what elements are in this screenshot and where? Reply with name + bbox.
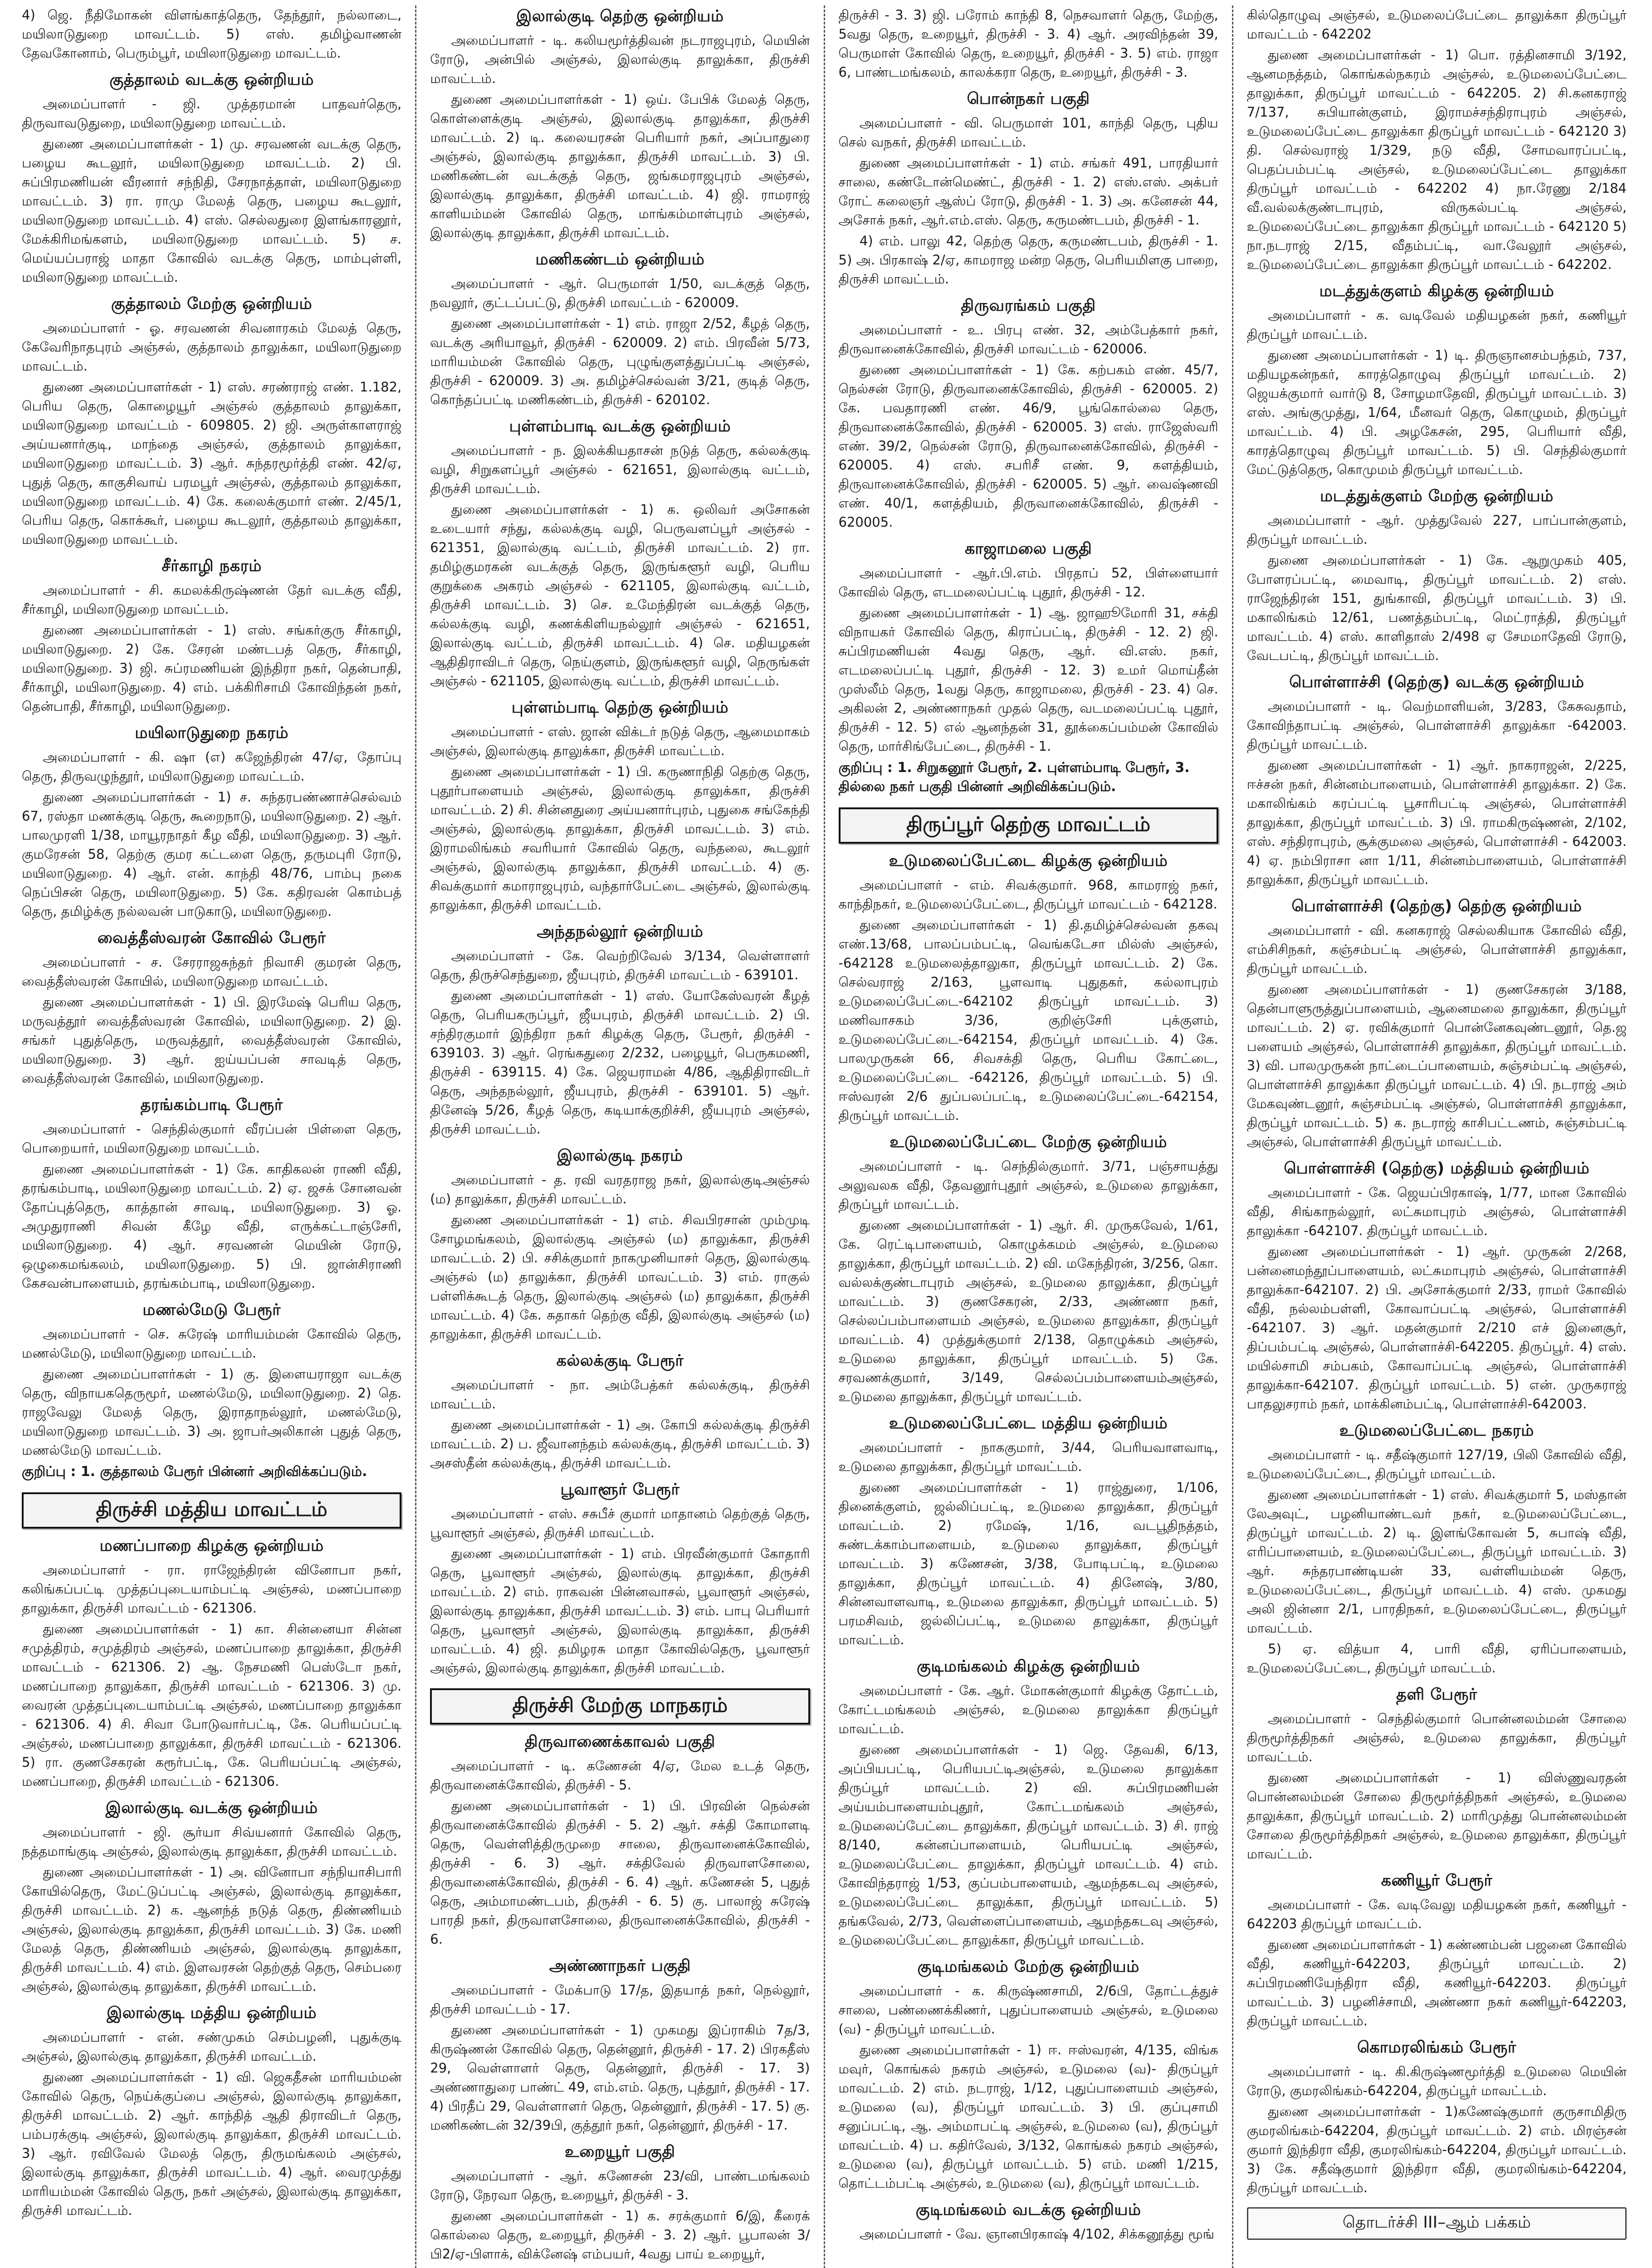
listing-paragraph: அமைப்பாளர் - மேக்பாடு 17/த, இதயாத் நகர், நெல்லூர், திருச்சி மாவட்டம் - 17. bbox=[430, 1982, 810, 2017]
district-banner: திருச்சி மேற்கு மாநகரம் bbox=[430, 1688, 810, 1725]
section-heading: அண்ணாநகர் பகுதி bbox=[549, 1957, 691, 1975]
listing-paragraph: அமைப்பாளர் - என். சண்முகம் செம்பழனி, புதுக்குடி அஞ்சல், இலால்குடி தாலுக்கா, திருச்சி மாவட்டம். bbox=[22, 2029, 402, 2064]
listing-paragraph: துணை அமைப்பாளர்கள் - 1)கணேஷ்குமார் குருசாமிதிரு குமரலிங்கம்-642204, திருப்பூர் மாவட்டம். 2) எம். மிரஞ்சன் குமார் இந்திரா வீதி, குமரலிங்கம்-642204, திருப்பூர் மாவட்டம். 3) கே. சதீஷ்குமார் இந்திரா வீதி, குமரலிங்கம்-642204, திருப்பூர் மாவட்டம். bbox=[1246, 2104, 1627, 2195]
section-heading: பொள்ளாச்சி (தெற்கு) வடக்கு ஒன்றியம் bbox=[1289, 673, 1584, 691]
listing-paragraph: துணை அமைப்பாளர்கள் - 1) ஆர். சி. முருகவேல், 1/61, கே. ரெட்டிபாளையம், கொழுக்கமம் அஞ்சல், உடுமலை தாலுக்கா, திருப்பூர் மாவட்டம். 2) வி. மகேந்திரன், 3/256, கொ. வல்லக்குண்டாபுரம் அஞ்சல், உடுமலை தாலுக்கா, திருப்பூர் மாவட்டம். 3) குணசேகரன், 2/33, அண்ணா நகர், செல்லப்பம்பாளையம் அஞ்சல், உடுமலை தாலுக்கா, திருப்பூர் மாவட்டம். 4) முத்துக்குமார் 2/138, தொழுக்கம் அஞ்சல், உடுமலை தாலுக்கா, திருப்பூர் மாவட்டம். 5) கே. சரவணக்குமார், 3/149, செல்லப்பம்பாளையம்அஞ்சல், உடுமலை தாலுக்கா, திருப்பூர் மாவட்டம். bbox=[838, 1217, 1218, 1404]
listing-paragraph: அமைப்பாளர் - செந்தில்குமார் வீரப்பன் பிள்ளை தெரு, பொறையார், மயிலாடுதுறை மாவட்டம். bbox=[22, 1121, 402, 1156]
district-banner: திருச்சி மத்திய மாவட்டம் bbox=[22, 1492, 401, 1529]
section-heading: உடுமலைப்பேட்டை நகரம் bbox=[1339, 1422, 1534, 1440]
listing-paragraph: அமைப்பாளர் - எம். சிவக்குமார். 968, காமராஜ் நகர், காந்திநகர், உடுமலைப்பேட்டை, திருப்பூர் மாவட்டம் - 642128. bbox=[838, 877, 1218, 912]
section-heading: புள்ளம்பாடி வடக்கு ஒன்றியம் bbox=[509, 417, 731, 435]
listing-paragraph: துணை அமைப்பாளர்கள் - 1) அ. கோபி கல்லக்குடி திருச்சி மாவட்டம். 2) ப. ஜீவானந்தம் கல்லக்குடி, திருச்சி மாவட்டம். 3) அசஸ்தீன் கல்லக்குடி, திருச்சி மாவட்டம். bbox=[430, 1417, 810, 1471]
listing-paragraph: அமைப்பாளர் - கி. ஷா (எ) கஜேந்திரன் 47/ஏ, தோப்பு தெரு, திருவழுந்தூர், மயிலாடுதுறை மாவட்டம். bbox=[22, 749, 402, 784]
listing-paragraph: அமைப்பாளர் - ஆர்.பி.எம். பிரதாப் 52, பிள்ளையார் கோவில் தெரு, எடமலைப்பட்டி புதூர், திருச்சி - 12. bbox=[838, 565, 1218, 600]
section-heading: தளி பேரூர் bbox=[1396, 1686, 1477, 1704]
listing-paragraph: அமைப்பாளர் - டி. வெற்மாளியன், 3/283, கேசுவதாம், கோவிந்தாபட்டி அஞ்சல், பொள்ளாச்சி தாலுக்கா -642003. திருப்பூர் மாவட்டம். bbox=[1246, 699, 1627, 752]
section-heading: குடிமங்கலம் வடக்கு ஒன்றியம் bbox=[915, 2201, 1141, 2219]
section-heading: குடிமங்கலம் மேற்கு ஒன்றியம் bbox=[917, 1958, 1139, 1976]
listing-paragraph: துணை அமைப்பாளர்கள் - 1) தி.தமிழ்ச்செல்வன் தகவு எண்.13/68, பாலப்பம்பட்டி, வெங்கடேசா மில்ஸ் அஞ்சல், -642128 உடுமலைத்தாலுகா, திருப்பூர் மாவட்டம். 2) கே. செல்வராஜ் 2/163, பூளவாடி புதுதகர், கல்லாபுரம் உடுமலைப்பேட்டை-642102 திருப்பூர் மாவட்டம். 3) மணிவாசகம் 3/36, குறிஞ்சேரி புக்குளம், உடுமலைப்பேட்டை-642154, திருப்பூர் மாவட்டம். 4) கே. பாலமுருகன் 66, சிவசக்தி தெரு, பெரிய கோட்டை, உடுமலைப்பேட்டை -642126, திருப்பூர் மாவட்டம். 5) பி. ஈஸ்வரன் 2/6 துப்பலப்பட்டி, உடுமலைப்பேட்டை-642154, திருப்பூர் மாவட்டம். bbox=[838, 917, 1218, 1123]
section-heading: மணிகண்டம் ஒன்றியம் bbox=[535, 250, 705, 269]
listing-paragraph: துணை அமைப்பாளர்கள் - 1) பி. இரமேஷ் பெரிய தெரு, மருவத்தூர் வைத்தீஸ்வரன் கோவில், மயிலாடுதுறை. 2) இ. சங்கர் புதுத்தெரு, மருவத்தூர், வைத்தீஸ்வரன் கோவில், மயிலாடுதுறை. 3) ஆர். ஐய்யப்பன் சாவடித் தெரு, வைத்தீஸ்வரன் கோவில், மயிலாடுதுறை. bbox=[22, 994, 402, 1086]
listing-paragraph: துணை அமைப்பாளர்கள் - 1) எம். ராஜா 2/52, கீழத் தெரு, வடக்கு அரியாவூர், திருச்சி - 620009. 2) எம். பிரவீன் 5/73, மாரியம்மன் கோவில் தெரு, புழுங்குளத்துப்பட்டி அஞ்சல், திருச்சி - 620009. 3) அ. தமிழ்ச்செல்வன் 3/21, குடித் தெரு, கொந்தப்பட்டி மணிகண்டம், திருச்சி - 620102. bbox=[430, 316, 810, 407]
listing-paragraph: துணை அமைப்பாளர்கள் - 1) ஈ. ஈஸ்வரன், 4/135, விங்க மவுர், கொங்கல் நகரம் அஞ்சல், உடுமலை (வ)- திருப்பூர் மாவட்டம். 2) எம். நடராஜ், 1/12, புதுப்பாளையம் அஞ்சல், உடுமலை (வ), திருப்பூர் மாவட்டம். 3) பி. குப்புசாமி சனுப்பட்டி, ஆ. அம்மாபட்டி அஞ்சல், உடுமலை (வ), திருப்பூர் மாவட்டம். 4) ப. கதிர்வேல், 3/132, கொங்கல் நகரம் அஞ்சல், உடுமலை (வ), திருப்பூர் மாவட்டம். 5) எம். மணி 1/215, தொட்டம்பட்டி அஞ்சல், உடுமலை (வ), திருப்பூர் மாவட்டம். bbox=[838, 2042, 1218, 2191]
section-heading: உடுமலைப்பேட்டை மேற்கு ஒன்றியம் bbox=[890, 1133, 1167, 1151]
listing-paragraph: அமைப்பாளர் - நா. அம்பேத்கர் கல்லக்குடி, திருச்சி மாவட்டம். bbox=[430, 1377, 810, 1412]
listing-paragraph: துணை அமைப்பாளர்கள் - 1) எம். சங்கர் 491, பாரதியார் சாலை, கண்டோன்மெண்ட், திருச்சி - 1. 2) எஸ்.எஸ். அக்பர் ரோட் கலைஞர் ஆஸ்ப் ரோடு, திருச்சி - 1. 3) அ. கனேசன் 44, அசோக் நகர், ஆர்.எம்.எஸ். தெரு, கருமண்டபம், திருச்சி - 1. bbox=[838, 155, 1218, 228]
listing-paragraph: துணை அமைப்பாளர்கள் - 1) குணசேகரன் 3/188, தென்பாளுருத்துப்பாளையம், ஆனைமலை தாலுக்கா, திருப்பூர் மாவட்டம். 2) ஏ. ரவிக்குமார் பொன்னேகவுண்டனூர், தெ.ஜ பளையம் அஞ்சல், பொள்ளாச்சி தாலுக்கா, திருப்பூர் மாவட்டம். 3) வி. பாலமுருகன் நாட்டைப்பாளையம், சுஞ்சம்பட்டி அஞ்சல், பொள்ளாச்சி தாலுக்கா திருப்பூர் மாவட்டம். 4) பி. நடராஜ் அம் மேகவுண்டனூர், சுஞ்சம்பட்டி அஞ்சல், பொள்ளாச்சி தாலுக்கா, திருப்பூர் மாவட்டம். 5) க. நடராஜ் காசிபட்டணம், சுஞ்சம்பட்டி அஞ்சல், பொள்ளாச்சி திருப்பூர் மாவட்டம். bbox=[1246, 982, 1627, 1149]
listing-paragraph: துணை அமைப்பாளர்கள் - 1) கு. இளையராஜா வடக்கு தெரு, விநாயகதெருமூர், மணல்மேடு, மயிலாடுதுறை. 2) தெ. ராஜவேலு மேலத் தெரு, இராதாநல்லூர், மணல்மேடு, மயிலாடுதுறை மாவட்டம். 3) அ. ஜாபர்அலிகான் புதுத் தெரு, மணல்மேடு மாவட்டம். bbox=[22, 1366, 402, 1458]
listing-paragraph: அமைப்பாளர் - சி. கமலக்கிருஷ்ணன் தேர் வடக்கு வீதி, சீர்காழி, மயிலாடுதுறை மாவட்டம். bbox=[22, 582, 402, 617]
listing-paragraph: அமைப்பாளர் - கே. வெற்றிவேல் 3/134, வெள்ளாளர் தெரு, திருச்செந்துறை, ஜீயபுரம், திருச்சி மாவட்டம் - 639101. bbox=[430, 948, 810, 982]
section-heading: குத்தாலம் மேற்கு ஒன்றியம் bbox=[111, 295, 313, 313]
listing-paragraph: அமைப்பாளர் - நாககுமார், 3/44, பெரியவாளவாடி, உடுமலை தாலுக்கா, திருப்பூர் மாவட்டம். bbox=[838, 1440, 1218, 1474]
column-3 bbox=[824, 5, 1232, 2268]
section-heading: கொமரலிங்கம் பேரூர் bbox=[1357, 2038, 1516, 2057]
listing-paragraph: அமைப்பாளர் - த. ரவி வரதராஜ நகர், இலால்குடிஅஞ்சல் (ம) தாலுக்கா, திருச்சி மாவட்டம். bbox=[430, 1172, 810, 1207]
section-heading: இலால்குடி தெற்கு ஒன்றியம் bbox=[516, 7, 724, 25]
section-heading: இலால்குடி வடக்கு ஒன்றியம் bbox=[105, 1799, 318, 1817]
listing-paragraph: துணை அமைப்பாளர்கள் - 1) எஸ். யோகேஸ்வரன் கீழத் தெரு, பெரியகருப்பூர், ஜீயபுரம், திருச்சி மாவட்டம். 2) பி. சந்திரகுமார் இந்திரா நகர் கிழக்கு தெரு, பேரூர், திருச்சி - 639103. 3) ஆர். ரெங்கதுரை 2/232, பழையூர், பெருகமணி, திருச்சி - 639115. 4) கே. ஜெயராமன் 4/86, ஆதிதிராவிடர் தெரு, அந்தநல்லூர், ஜீயபுரம், திருச்சி - 639101. 5) ஆர். தினேஷ் 5/26, கீழத் தெரு, கடியாக்குறிச்சி, ஜீயபுரம் அஞ்சல், திருச்சி மாவட்டம். bbox=[430, 988, 810, 1137]
listing-paragraph: அமைப்பாளர் - ஜி. சூர்யா சிவ்யனார் கோவில் தெரு, நத்தமாங்குடி அஞ்சல், இலால்குடி தாலுக்கா, திருச்சி மாவட்டம். bbox=[22, 1824, 402, 1859]
listing-paragraph: துணை அமைப்பாளர்கள் - 1) கே. கற்பகம் எண். 45/7, நெல்சன் ரோடு, திருவானைக்கோவில், திருச்சி - 620005. 2) கே. பவதாரணி எண். 46/9, பூங்கொல்லை தெரு, திருவானைக்கோவில், திருச்சி - 620005. 3) எஸ். ராஜேஸ்வரி எண். 39/2, நெல்சன் ரோடு, திருவானைக்கோவில், திருச்சி - 620005. 4) எஸ். சபரிசீ எண். 9, களத்தியம், திருவானைக்கோவில், திருச்சி - 620005. 5) ஆர். வைஷ்ணவி எண். 40/1, களத்தியம், திருவானைக்கோவில், திருச்சி - 620005. bbox=[838, 362, 1218, 530]
listing-paragraph: துணை அமைப்பாளர்கள் - 1) எம். சிவபிரசான் மும்முடி சோழமங்கலம், இலால்குடி அஞ்சல் (ம) தாலுக்கா, திருச்சி மாவட்டம். 2) பி. சசிக்குமார் நாகமுனியாசர் தெரு, இலால்குடி அஞ்சல் (ம) தாலுக்கா, திருச்சி மாவட்டம். 3) எம். ராகுல் பள்ளிக்கூடத் தெரு, இலால்குடி அஞ்சல் (ம) தாலுக்கா, திருச்சி மாவட்டம். 4) கே. சுதாகர் தெற்கு வீதி, இலால்குடி அஞ்சல் (ம) தாலுக்கா, திருச்சி மாவட்டம். bbox=[430, 1212, 810, 1342]
listing-paragraph: துணை அமைப்பாளர்கள் - 1) கே. ஆறுமுகம் 405, போளரப்பட்டி, மைவாடி, திருப்பூர் மாவட்டம். 2) எஸ். ராஜேந்திரன் 151, துங்காவி, திருப்பூர் மாவட்டம். 3) பி. மகாலிங்கம் 12/61, பணத்தம்பட்டி, மெட்ராத்தி, திருப்பூர் மாவட்டம். 4) எஸ். காளிதாஸ் 2/498 ஏ சேமமாதேவி ரோடு, வேடபட்டி, திருப்பூர் மாவட்டம். bbox=[1246, 552, 1627, 663]
listing-paragraph: துணை அமைப்பாளர்கள் - 1) டி. திருஞானசம்பந்தம், 737, மதியழகன்நகர், காரத்தொழுவு திருப்பூர் மாவட்டம். 2) ஜெயக்குமார் வார்டு 8, சோழமாதேவி, திருப்பூர் மாவட்டம். 3) எஸ். அங்குமுத்து, 1/64, மீனவர் தெரு, கொழுமம், திருப்பூர் மாவட்டம். 4) பி. அழகேசன், 295, பெரியார் வீதி, காரத்தொழுவு திருப்பூர் மாவட்டம். 5) பி. செந்தில்குமார் மேட்டுத்தெரு, கொமுமம் திருப்பூர் மாவட்டம். bbox=[1246, 347, 1627, 477]
section-heading: திருவாணைக்காவல் பகுதி bbox=[524, 1733, 715, 1751]
listing-paragraph: அமைப்பாளர் - செ. சுரேஷ் மாரியம்மன் கோவில் தெரு, மணல்மேடு, மயிலாடுதுறை மாவட்டம். bbox=[22, 1326, 402, 1361]
section-heading: இலால்குடி மத்திய ஒன்றியம் bbox=[107, 2004, 317, 2022]
listing-paragraph: துணை அமைப்பாளர்கள் - 1) கண்ணம்பன் பஜனை கோவில் வீதி, கணியூர்-642203, திருப்பூர் மாவட்டம். 2) சுப்பிரமணியேந்திரா வீதி, கணியூர்-642203. திருப்பூர் மாவட்டம். 3) பழனிச்சாமி, அண்ணா நகர் கணியூர்-642203, திருப்பூர் மாவட்டம். bbox=[1246, 1937, 1627, 2028]
listing-paragraph: அமைப்பாளர் - ஆர். கணேசன் 23/வி, பாண்டமங்கலம் ரோடு, நேரவா தெரு, உறையூர், திருச்சி - 3. bbox=[430, 2168, 810, 2203]
listing-paragraph: துணை அமைப்பாளர்கள் - 1) முகமது இப்ராகிம் 7த/3, கிருஷ்ணன் கோவில் தெரு, தென்னூர், திருச்சி - 17. 2) பிரகதீஸ் 29, வெள்ளாளர் தெரு, தென்னூர், திருச்சி - 17. 3) அண்ணாதுரை பாண்ட் 49, எம்.எம். தெரு, புத்தூர், திருச்சி - 17. 4) பிரதீப் 29, வெள்ளாளர் தெரு, தென்னூர், திருச்சி - 17. 5) கு. மணிகண்டன் 32/39பி, குத்தூர் நகர், தென்னூர், திருச்சி - 17. bbox=[430, 2022, 810, 2133]
note-text: குறிப்பு : 1. குத்தாலம் பேரூர் பின்னர் அறிவிக்கப்படும். bbox=[22, 1464, 367, 1480]
section-heading: வைத்தீஸ்வரன் கோவில் பேரூர் bbox=[97, 929, 326, 947]
listing-paragraph: அமைப்பாளர் - கே. வடிவேலு மதியழகன் நகர், கணியூர் - 642203 திருப்பூர் மாவட்டம். bbox=[1246, 1897, 1627, 1931]
listing-paragraph: 4) எம். பாலு 42, தெற்கு தெரு, கருமண்டபம், திருச்சி - 1. 5) அ. பிரகாஷ் 2/ஏ, காமராஜ மன்ற தெரு, பெரியமிளகு பாறை, திருச்சி மாவட்டம். bbox=[838, 233, 1218, 287]
listing-paragraph: அமைப்பாளர் - டி. செந்தில்குமார். 3/71, பஞ்சாயத்து அலுவலக வீதி, தேவனூர்புதூர் அஞ்சல், உடுமலை தாலுக்கா, திருப்பூர் மாவட்டம். bbox=[838, 1158, 1218, 1212]
listing-paragraph: அமைப்பாளர் - வே. ஞானபிரகாஷ் 4/102, சிக்கனூத்து மூங் bbox=[859, 2226, 1214, 2242]
section-heading: பொள்ளாச்சி (தெற்கு) தெற்கு ஒன்றியம் bbox=[1291, 897, 1582, 915]
listing-paragraph: துணை அமைப்பாளர்கள் - 1) பொ. ரத்தினசாமி 3/192, ஆனமநத்தம், கொங்கல்நகரம் அஞ்சல், உடுமலைப்பேட்டை தாலுக்கா, திருப்பூர் மாவட்டம் - 642205. 2) சி.கனகராஜ் 7/137, சுபியான்குளம், இராமச்சந்திராபுரம் அஞ்சல், உடுமலைப்பேட்டை தாலுக்கா திருப்பூர் மாவட்டம் - 642120 3) தி. செல்வராஜ் 1/329, நடு வீதி, சோமவாரப்பட்டி, பெதப்பம்பட்டி அஞ்சல், உடுமலைப்பேட்டை தாலுக்கா திருப்பூர் மாவட்டம் - 642202 4) நா.ரேணு 2/184 வீ.வல்லக்குண்டாபுரம், விருகல்பட்டி அஞ்சல், உடுமலைப்பேட்டை தாலுக்கா திருப்பூர் மாவட்டம் - 642120 5) நா.நடராஜ் 2/15, வீதம்பட்டி, வா.வேலூர் அஞ்சல், உடுமலைப்பேட்டை தாலுக்கா திருப்பூர் மாவட்டம் - 642202. bbox=[1246, 47, 1627, 272]
listing-paragraph: அமைப்பாளர் - வி. கனகராஜ் செல்லகியாக கோவில் வீதி, எம்சிசிநகர், கஞ்சம்பட்டி அஞ்சல், பொள்ளாச்சி தாலுக்கா, திருப்பூர் மாவட்டம். bbox=[1246, 923, 1627, 976]
listing-paragraph: அமைப்பாளர் - கே. ஆர். மோகன்குமார் கிழக்கு தோட்டம், கோட்டமங்கலம் அஞ்சல், உடுமலை தாலுக்கா திருப்பூர் மாவட்டம். bbox=[838, 1683, 1218, 1736]
listing-paragraph: துணை அமைப்பாளர்கள் - 1) ராஜ்துரை, 1/106, தினைக்குளம், ஜல்லிப்பட்டி, உடுமலை தாலுக்கா, திருப்பூர் மாவட்டம். 2) ரமேஷ், 1/16, வடபூதிநத்தம், சுண்டக்காம்பாளையம், உடுமலை தாலுக்கா, திருப்பூர் மாவட்டம். 3) கணேசன், 3/38, போடிபட்டி, உடுமலை தாலுக்கா, திருப்பூர் மாவட்டம். 4) தினேஷ், 3/80, சின்னவாளவாடி, உடுமலை தாலுக்கா, திருப்பூர் மாவட்டம். 5) பரமசிவம், ஜல்லிப்பட்டி, உடுமலை தாலுக்கா, திருப்பூர் மாவட்டம். bbox=[838, 1480, 1218, 1647]
listing-paragraph: திருச்சி - 3. 3) ஜி. பரோம் காந்தி 8, நெசவாளர் தெரு, மேற்கு, 5வது தெரு, உறையூர், திருச்சி - 3. 4) ஆர். அரவிந்தன் 39, பெருமாள் கோவில் தெரு, உறையூர், திருச்சி - 3. 5) எம். ராஜா 6, பாண்டமங்கலம், காலக்கரா தெரு, உறையூர், திருச்சி - 3. bbox=[838, 7, 1218, 80]
listing-paragraph: அமைப்பாளர் - க. வடிவேல் மதியழகன் நகர், கணியூர் திருப்பூர் மாவட்டம். bbox=[1246, 308, 1627, 342]
listing-paragraph: துணை அமைப்பாளர்கள் - 1) எஸ். சிவக்குமார் 5, மஸ்தான் லேஅவுட், பழனியாண்டவர் நகர், உடுமலைப்பேட்டை, திருப்பூர் மாவட்டம். 2) டி. இளங்கோவன் 5, சுபாஷ் வீதி, எரிப்பாளையம், உடுமலைப்பேட்டை, திருப்பூர் மாவட்டம். 3) ஆர். சுந்தரபாண்டியன் 33, வள்ளியம்மன் தெரு, உடுமலைப்பேட்டை, திருப்பூர் மாவட்டம். 4) எஸ். முகமது அலி ஜின்னா 2/1, பாரதிநகர், உடுமலைப்பேட்டை, திருப்பூர் மாவட்டம். bbox=[1246, 1487, 1627, 1636]
listing-paragraph: அமைப்பாளர் - ஜி. முத்தரமான் பாதவர்தெரு, திருவாவடுதுறை, மயிலாடுதுறை மாவட்டம். bbox=[22, 96, 402, 131]
section-heading: பூவாளூர் பேரூர் bbox=[560, 1481, 680, 1499]
column-1 bbox=[8, 5, 415, 2268]
listing-paragraph: துணை அமைப்பாளர்கள் - 1) ச. சுந்தரபண்ணாச்செல்வம் 67, ரஸ்தா மணக்குடி தெரு, கூறைநாடு, மயிலாடுதுறை. 2) ஆர். பாலமுரளி 1/38, மாயூரநாதர் கீழ வீதி, மயிலாடுதுறை. 3) ஆர். குமரேசன் 58, தெற்கு குமர கட்டளை தெரு, தருமபுரி ரோடு, மயிலாடுதுறை. 4) ஆர். என். காந்தி 48/76, பாம்பு நகை நெப்பிசன் தெரு, மயிலாடுதுறை. 5) கே. கதிரவன் கொம்பத் தெரு, தமிழ்க்கு நல்லவன் பாடுகாடு, மயிலாடுதுறை. bbox=[22, 789, 402, 919]
listing-paragraph: அமைப்பாளர் - டி. கி.கிருஷ்ணமூர்த்தி உடுமலை மெயின் ரோடு, குமரலிங்கம்-642204, திருப்பூர் மாவட்டம். bbox=[1246, 2064, 1627, 2098]
section-heading: மணப்பாறை கிழக்கு ஒன்றியம் bbox=[99, 1537, 324, 1555]
listing-paragraph: அமைப்பாளர் - டி. சதீஷ்குமார் 127/19, பிலி கோவில் வீதி, உடுமலைப்பேட்டை, திருப்பூர் மாவட்டம். bbox=[1246, 1447, 1627, 1481]
section-heading: மடத்துக்குளம் கிழக்கு ஒன்றியம் bbox=[1319, 282, 1554, 300]
listing-paragraph: அமைப்பாளர் - ஆர். முத்துவேல் 227, பாப்பான்குளம், திருப்பூர் மாவட்டம். bbox=[1246, 513, 1627, 547]
section-heading: திருவரங்கம் பகுதி bbox=[961, 297, 1096, 315]
column-4 bbox=[1232, 5, 1640, 2268]
note-text: குறிப்பு : 1. சிறுகனூர் பேரூர், 2. புள்ளம்பாடி பேரூர், 3. தில்லை நகர் பகுதி பின்னர் அறிவிக்கப்படும். bbox=[838, 760, 1190, 795]
listing-paragraph: அமைப்பாளர் - எஸ். ஜான் விக்டர் நடுத் தெரு, ஆமைமாகம் அஞ்சல், இலால்குடி தாலுக்கா, திருச்சி மாவட்டம். bbox=[430, 724, 810, 758]
listing-paragraph: துணை அமைப்பாளர்கள் - 1) ஆர். முருகன் 2/268, பன்னைமந்தூப்பாளையம், லட்சுமாபுரம் அஞ்சல், பொள்ளாச்சி தாலுக்கா-642107. 2) பி. அசோக்குமார் 2/33, ராமர் கோவில் வீதி, நல்லம்பள்ளி, கோவாப்பட்டி அஞ்சல், பொள்ளாச்சி -642107. 3) ஆர். மதன்குமார் 2/210 எச் இனைசூர், திப்பம்பட்டி அஞ்சல், பொள்ளாச்சி-642205. திருப்பூர். 4) எஸ். மயில்சாமி சம்பகம், கோவாப்பட்டி அஞ்சல், பொள்ளாச்சி தாலுக்கா-642107. திருப்பூர் மாவட்டம். 5) என். முருகராஜ் பாதலுசராம் நகர், மாக்கினம்பட்டி, பொள்ளாச்சி-642003. bbox=[1246, 1244, 1627, 1412]
listing-paragraph: அமைப்பாளர் - டி. கணேசன் 4/ஏ, மேல உடத் தெரு, திருவானைக்கோவில், திருச்சி - 5. bbox=[430, 1758, 810, 1793]
listing-paragraph: துணை அமைப்பாளர்கள் - 1) எம். பிரவீன்குமார் கோதாரி தெரு, பூவாளூர் அஞ்சல், இலால்குடி தாலுக்கா, திருச்சி மாவட்டம். 2) எம். ராகவன் பின்னவாசல், பூவாளூர் அஞ்சல், இலால்குடி தாலுக்கா, திருச்சி மாவட்டம். 3) எம். பாபு பெரியார் தெரு, பூவாளூர் அஞ்சல், இலால்குடி தாலுக்கா, திருச்சி மாவட்டம். 4) ஜி. தமிழரசு மாதா கோவில்தெரு, பூவாளூர் அஞ்சல், இலால்குடி தாலுக்கா, திருச்சி மாவட்டம். bbox=[430, 1546, 810, 1676]
listing-paragraph: அமைப்பாளர் - ஆர். பெருமாள் 1/50, வடக்குத் தெரு, நவலூர், குட்டப்பட்டு, திருச்சி மாவட்டம் - 620009. bbox=[430, 276, 810, 310]
section-heading: மடத்துக்குளம் மேற்கு ஒன்றியம் bbox=[1320, 487, 1554, 505]
section-heading: கணியூர் பேரூர் bbox=[1381, 1872, 1493, 1890]
section-heading: பொள்ளாச்சி (தெற்கு) மத்தியம் ஒன்றியம் bbox=[1284, 1159, 1590, 1178]
section-heading: காஜாமலை பகுதி bbox=[964, 540, 1092, 558]
listing-paragraph: அமைப்பாளர் - ரா. ராஜேந்திரன் வினோபா நகர், கலிங்கப்பட்டி முத்தப்புடையாம்பட்டி அஞ்சல், மணப்பாறை தாலுக்கா, திருச்சி மாவட்டம் - 621306. bbox=[22, 1562, 402, 1616]
section-heading: மயிலாடுதுறை நகரம் bbox=[135, 724, 288, 742]
listing-paragraph: துணை அமைப்பாளர்கள் - 1) வி. ஜெகதீசன் மாரியம்மன் கோவில் தெரு, நெய்க்குப்பை அஞ்சல், இலால்குடி தாலுக்கா, திருச்சி மாவட்டம். 2) ஆர். காந்தித் ஆதி திராவிடர் தெரு, பம்பரக்குடி அஞ்சல், இலால்குடி தாலுக்கா, திருச்சி மாவட்டம். 3) ஆர். ரவிவேல் மேலத் தெரு, திருமங்கலம் அஞ்சல், இலால்குடி தாலுக்கா, திருச்சி மாவட்டம். 4) ஆர். வைரமுத்து மாரியம்மன் கோவில் தெரு, நகர் அஞ்சல், இலால்குடி தாலுக்கா, திருச்சி மாவட்டம். bbox=[22, 2069, 402, 2218]
section-heading: உறையூர் பகுதி bbox=[565, 2143, 675, 2161]
listing-paragraph: அமைப்பாளர் - ச. சேரராஜசுந்தர் நிவாசி குமரன் தெரு, வைத்தீஸ்வரன் கோயில், மயிலாடுதுறை மாவட்டம். bbox=[22, 954, 402, 989]
listing-paragraph: துணை அமைப்பாளர்கள் - 1) பி. கருணாநிதி தெற்கு தெரு, புதூர்பாளையம் அஞ்சல், இலால்குடி தாலுக்கா, திருச்சி மாவட்டம். 2) சி. சின்னதுரை அய்யனார்புரம், புதுகை சங்கேந்தி அஞ்சல், இலால்குடி தாலுக்கா, திருச்சி மாவட்டம். 3) எம். இராமலிங்கம் சவரியார் கோவில் தெரு, வந்தலை, கூடலூர் அஞ்சல், இலால்குடி தாலுக்கா, திருச்சி மாவட்டம். 4) கு. சிவக்குமார் கமாராஜபுரம், வந்தார்பேட்டை அஞ்சல், இலால்குடி தாலுக்கா, திருச்சி மாவட்டம். bbox=[430, 764, 810, 913]
continued-notice: தொடர்ச்சி III–ஆம் பக்கம் bbox=[1247, 2207, 1627, 2240]
listing-paragraph: துணை அமைப்பாளர்கள் - 1) கே. காதிகலன் ராணி வீதி, தரங்கம்பாடி, மயிலாடுதுறை மாவட்டம். 2) ஏ. ஜசக் சோனவன் தோப்புத்தெரு, காத்தான் சாவடி, மயிலாடுதுறை. 3) ஓ. அமுதுராணி சிவன் கீழே வீதி, எருக்கட்டாஞ்சேரி, மயிலாடுதுறை. 4) ஆர். சரவணன் மெயின் ரோடு, ஒழுகைமங்கலம், மயிலாடுதுறை. 5) பி. ஜான்சிராணி கேசவன்பாளையம், தரங்கம்பாடி, மயிலாடுதுறை. bbox=[22, 1161, 402, 1291]
listing-paragraph: அமைப்பாளர் - எஸ். சசுபீச் குமார் மாதானம் தெற்குத் தெரு, பூவாளூர் அஞ்சல், திருச்சி மாவட்டம். bbox=[430, 1506, 810, 1540]
listing-paragraph: அமைப்பாளர் - வி. பெருமாள் 101, காந்தி தெரு, புதிய செல் வநகர், திருச்சி மாவட்டம். bbox=[838, 115, 1218, 150]
listing-paragraph: 4) ஜெ. நீதிமோகன் விளங்காத்தெரு, தேந்தூர், நல்லாடை, மயிலாடுதுறை மாவட்டம். 5) எஸ். தமிழ்வாணன் தேவகோனாம், பெரும்பூர், மயிலாடுதுறை மாவட்டம். bbox=[22, 7, 402, 61]
listing-paragraph: அமைப்பாளர் - ந. இலக்கியதாசன் நடுத் தெரு, கல்லக்குடி வழி, சிறுகளப்பூர் அஞ்சல் - 621651, இலால்குடி வட்டம், திருச்சி மாவட்டம். bbox=[430, 443, 810, 496]
listing-paragraph: அமைப்பாளர் - உ. பிரபு எண். 32, அம்பேத்கார் நகர், திருவானைக்கோவில், திருச்சி மாவட்டம் - 620006. bbox=[838, 322, 1218, 357]
column-2 bbox=[415, 5, 823, 2268]
listing-paragraph: 5) ஏ. வித்யா 4, பாரி வீதி, ஏரிப்பாளையம், உடுமலைப்பேட்டை, திருப்பூர் மாவட்டம். bbox=[1246, 1641, 1627, 1676]
section-heading: கல்லக்குடி பேரூர் bbox=[556, 1352, 684, 1370]
listing-paragraph: அமைப்பாளர் - க. கிருஷ்ணசாமி, 2/6பி, தோட்டத்துச் சாலை, பண்ணைக்கிணர், புதுப்பாளையம் அஞ்சல், உடுமலை (வ) - திருப்பூர் மாவட்டம். bbox=[838, 1983, 1218, 2037]
listing-paragraph: துணை அமைப்பாளர்கள் - 1) ஆ. ஜாஹூமோரி 31, சக்தி விநாயகர் கோவில் தெரு, கிராப்பட்டி, திருச்சி - 12. 2) ஜி. சுப்பிரமணியன் 4வது தெரு, ஆர். வி.எஸ். நகர், எடமலைப்பட்டி புதூர், திருச்சி - 12. 3) உமர் மொய்தீன் முஸ்லீம் தெரு, 1வது தெரு, காஜாமலை, திருச்சி - 23. 4) செ. அகிலன் 2, அண்ணாநகர் முதல் தெரு, வடமலைப்பட்டி புதூர், திருச்சி - 12. 5) எல் ஆனந்தன் 31, தூக்கைப்பம்மன் கோவில் தெரு, மார்சிங்பேட்டை, திருச்சி - 1. bbox=[838, 605, 1218, 754]
listing-paragraph: அமைப்பாளர் - ஓ. சரவணன் சிவனாரகம் மேலத் தெரு, கேவேரிநாதபுரம் அஞ்சல், குத்தாலம் தாலுக்கா, மயிலாடுதுறை மாவட்டம். bbox=[22, 320, 402, 374]
listing-paragraph: துணை அமைப்பாளர்கள் - 1) மு. சரவணன் வடக்கு தெரு, பழைய கூடலூர், மயிலாடுதுறை மாவட்டம். 2) பி. சுப்பிரமணியன் வீரனார் சந்நிதி, சேரநாத்தாள், மயிலாடுதுறை மாவட்டம். 3) ரா. ராமு மேலத் தெரு, பழைய கூடலூர், மயிலாடுதுறை மாவட்டம். 4) எஸ். செல்லதுரை இளங்காரனூர், மேக்கிரிமங்களம், மயிலாடுதுறை மாவட்டம். 5) ச. மெய்யப்பராஜ் மாதா கோவில் வடக்கு தெரு, மாம்புள்ளி, மயிலாடுதுறை மாவட்டம். bbox=[22, 136, 402, 285]
listing-paragraph: துணை அமைப்பாளர்கள் - 1) எஸ். சங்கர்குரு சீர்காழி, மயிலாடுதுறை. 2) கே. சேரன் மண்டபத் தெரு, சீர்காழி, மயிலாடுதுறை. 3) ஜி. சுப்ரமணியன் இந்திரா நகர், தென்பாதி, சீர்காழி, மயிலாடுதுறை. 4) எம். பக்கிரிசாமி கோவிந்தன் நகர், தென்பாதி, சீர்காழி, மயிலாடுதுறை. bbox=[22, 622, 402, 714]
section-heading: பொன்நகர் பகுதி bbox=[967, 90, 1090, 108]
section-heading: மணல்மேடு பேரூர் bbox=[142, 1301, 281, 1319]
listing-paragraph: துணை அமைப்பாளர்கள் - 1) எஸ். சரண்ராஜ் எண். 1.182, பெரிய தெரு, கொழையூர் அஞ்சல் குத்தாலம் தாலுக்கா, மயிலாடுதுறை மாவட்டம் - 609805. 2) ஜி. அருள்காளராஜ் அய்யனார்குடி, மாந்தை அஞ்சல், குத்தாலம் தாலுக்கா, மயிலாடுதுறை மாவட்டம். 3) ஆர். சுந்தரமூர்த்தி எண். 42/ஏ, புதுத் தெரு, காகுசிவாய் பரமபூர் அஞ்சல், குத்தாலம் தாலுக்கா, மயிலாடுதுறை மாவட்டம். 4) கே. கலைக்குமார் எண். 2/45/1, பெரிய தெரு, கொக்கூர், பழைய கூடலூர், குத்தாலம் தாலுக்கா, மயிலாடுதுறை மாவட்டம். bbox=[22, 379, 402, 547]
listing-paragraph: கில்தொழுவு அஞ்சல், உடுமலைப்பேட்டை தாலுக்கா திருப்பூர் மாவட்டம் - 642202 bbox=[1246, 7, 1627, 42]
listing-paragraph: துணை அமைப்பாளர்கள் - 1) ஒய். பேபிக் மேலத் தெரு, கொள்ளைக்குடி அஞ்சல், இலால்குடி தாலுக்கா, திருச்சி மாவட்டம். 2) டி. கலையரசன் பெரியார் நகர், அப்பாதுரை அஞ்சல், இலால்குடி தாலுக்கா, திருச்சி மாவட்டம். 3) பி. மணிகண்டன் வடக்குத் தெரு, ஜங்கமராஜபுரம் அஞ்சல், இலால்குடி தாலுக்கா, திருச்சி மாவட்டம். 4) ஜி. ராமராஜ் காளியம்மன் கோவில் தெரு, மாங்கம்மாள்புரம் அஞ்சல், இலால்குடி தாலுக்கா, திருச்சி மாவட்டம். bbox=[430, 92, 810, 240]
listing-paragraph: துணை அமைப்பாளர்கள் - 1) அ. வினோபா சந்நியாசிபாரி கோயில்தெரு, மேட்டுப்பட்டி அஞ்சல், இலால்குடி தாலுக்கா, திருச்சி மாவட்டம். 2) க. ஆனந்த் நடுத் தெரு, திண்ணியம் அஞ்சல், இலால்குடி தாலுக்கா, திருச்சி மாவட்டம். 3) கே. மணி மேலத் தெரு, திண்ணியம் அஞ்சல், இலால்குடி தாலுக்கா, திருச்சி மாவட்டம். 4) எம். இளவரசன் தெற்குத் தெரு, செம்பரை அஞ்சல், இலால்குடி தாலுக்கா, திருச்சி மாவட்டம். bbox=[22, 1864, 402, 1994]
listing-paragraph: துணை அமைப்பாளர்கள் - 1) க. சரக்குமார் 6/இ, கீரைக் கொல்லை தெரு, உறையூர், திருச்சி - 3. 2) ஆர். பூபாலன் 3/ பி2/ஏ-பிளாக், விக்னேஷ் எம்பயர், 4வது பாய் உறையூர், bbox=[430, 2208, 810, 2262]
listing-paragraph: அமைப்பாளர் - டி. கலியமூர்த்திவன் நடராஜபுரம், மெயின் ரோடு, அன்பில் அஞ்சல், இலால்குடி தாலுக்கா, திருச்சி மாவட்டம். bbox=[430, 33, 810, 86]
listing-paragraph: அமைப்பாளர் - செந்தில்குமார் பொன்னலம்மன் சோலை திருமூர்த்திநகர் அஞ்சல், உடுமலை தாலுக்கா, திருப்பூர் மாவட்டம். bbox=[1246, 1711, 1627, 1765]
section-heading: அந்தநல்லூர் ஒன்றியம் bbox=[537, 923, 704, 941]
listing-paragraph: துணை அமைப்பாளர்கள் - 1) ஆர். நாகராஜன், 2/225, ஈச்சன் நகர், சின்னம்பாளையம், பொள்ளாச்சி தாலுக்கா. 2) கே. மகாலிங்கம் கரப்பட்டி பூசாரிபட்டி அஞ்சல், பொள்ளாச்சி தாலுக்கா, திருப்பூர் மாவட்டம். 3) பி. ராமகிருஷ்ணன், 2/102, எஸ். சந்திராபுரம், சூக்குமலை அஞ்சல், பொள்ளாச்சி - 642003. 4) ஏ. நம்பிராசா னா 1/11, சின்னம்பாளையம், பொள்ளாச்சி தாலுக்கா, திருப்பூர் மாவட்டம். bbox=[1246, 758, 1627, 887]
district-banner: திருப்பூர் தெற்கு மாவட்டம் bbox=[839, 807, 1218, 844]
section-heading: இலால்குடி நகரம் bbox=[557, 1147, 683, 1165]
listing-paragraph: அமைப்பாளர் - கே. ஜெயப்பிரகாஷ், 1/77, மான கோவில் வீதி, சிங்காநல்லூர், லட்சுமாபுரம் அஞ்சல், பொள்ளாச்சி தாலுக்கா -642107. திருப்பூர் மாவட்டம். bbox=[1246, 1185, 1627, 1238]
listing-paragraph: துணை அமைப்பாளர்கள் - 1) க. ஒலிவர் அசோகன் உடையார் சந்து, கல்லக்குடி வழி, பெருவளப்பூர் அஞ்சல் - 621351, இலால்குடி வட்டம், திருச்சி மாவட்டம். 2) ரா. தமிழ்குமரகன் வடக்குத் தெரு, இருங்களூர் வழி, பெரிய குறுக்கை அகரம் அஞ்சல் - 621105, இலால்குடி வட்டம், திருச்சி மாவட்டம். 3) செ. உமேந்திரன் வடக்குத் தெரு, கல்லக்குடி வழி, கணக்கிளியநல்லூர் அஞ்சல் - 621651, இலால்குடி வட்டம், திருச்சி மாவட்டம். 4) செ. மதியழகன் ஆதிதிராவிடர் தெரு, நெய்குளம், இருங்களூர் வழி, நெருங்கள் அஞ்சல் - 621105, இலால்குடி வட்டம், திருச்சி மாவட்டம். bbox=[430, 502, 810, 689]
section-heading: உடுமலைப்பேட்டை மத்திய ஒன்றியம் bbox=[889, 1414, 1168, 1432]
section-heading: குத்தாலம் வடக்கு ஒன்றியம் bbox=[109, 71, 314, 89]
section-heading: புள்ளம்பாடி தெற்கு ஒன்றியம் bbox=[511, 699, 728, 717]
section-heading: சீர்காழி நகரம் bbox=[161, 557, 262, 575]
section-heading: தரங்கம்பாடி பேரூர் bbox=[140, 1096, 283, 1114]
listing-paragraph: துணை அமைப்பாளர்கள் - 1) விஸ்ணுவரதன் பொன்னலம்மன் சோலை திருமூர்த்திநகர் அஞ்சல், உடுமலை தாலுக்கா, திருப்பூர் மாவட்டம். 2) மாரிமுத்து பொன்னலம்மன் சோலை திருமூர்த்திநகர் அஞ்சல், உடுமலை தாலுக்கா, திருப்பூர் மாவட்டம். bbox=[1246, 1770, 1627, 1862]
section-heading: உடுமலைப்பேட்டை கிழக்கு ஒன்றியம் bbox=[889, 852, 1168, 870]
listing-paragraph: துணை அமைப்பாளர்கள் - 1) ஜெ. தேவகி, 6/13, அப்பியபட்டி, பெரியபட்டிஅஞ்சல், உடுமலை தாலுக்கா திருப்பூர் மாவட்டம். 2) வி. சுப்பிரமணியன் அய்யம்பாளையம்புதூர், கோட்டமங்கலம் அஞ்சல், உடுமலைப்பேட்டை தாலுக்கா, திருப்பூர் மாவட்டம். 3) சி. ராஜ் 8/140, கன்னப்பாளையம், பெரியபட்டி அஞ்சல், உடுமலைப்பேட்டை தாலுக்கா, திருப்பூர் மாவட்டம். 4) எம். கோவிந்தராஜ் 1/53, குப்பம்பாளையம், ஆமந்தகடவு அஞ்சல், உடுமலைப்பேட்டை தாலுக்கா, திருப்பூர் மாவட்டம். 5) தங்கவேல், 2/73, வெள்ளைப்பாளையம், ஆமந்தகடவு அஞ்சல், உடுமலைப்பேட்டை தாலுக்கா, திருப்பூர் மாவட்டம். bbox=[838, 1742, 1218, 1948]
section-heading: குடிமங்கலம் கிழக்கு ஒன்றியம் bbox=[917, 1657, 1140, 1676]
listing-paragraph: துணை அமைப்பாளர்கள் - 1) கா. சின்னையா சின்ன சமுத்திரம், சமுத்திரம் அஞ்சல், மணப்பாறை தாலுக்கா, திருச்சி மாவட்டம் - 621306. 2) ஆ. நேசமணி பெஸ்டோ நகர், மணப்பாறை தாலுக்கா, திருச்சி மாவட்டம் - 621306. 3) மு. வைரன் முத்தப்புடையாம்பட்டி அஞ்சல், மணப்பாறை தாலுக்கா - 621306. 4) சி. சிவா போடுவார்பட்டி, கே. பெரியப்பட்டி அஞ்சல், மணப்பாறை தாலுக்கா, திருச்சி மாவட்டம் - 621306. 5) ரா. குணசேகரன் கரூர்பட்டி, கே. பெரியப்பட்டி அஞ்சல், மணப்பாறை, திருச்சி மாவட்டம் - 621306. bbox=[22, 1621, 402, 1789]
listing-paragraph: துணை அமைப்பாளர்கள் - 1) பி. பிரவின் நெல்சன் திருவானைக்கோவில் திருச்சி - 5. 2) ஆர். சக்தி கோமாளடி தெரு, வெள்ளித்திருமுறை சாலை, திருவானைக்கோவில், திருச்சி - 6. 3) ஆர். சக்திவேல் திருவாளசோலை, திருவானைக்கோவில், திருச்சி - 6. 4) ஆர். கணேசன் 5, புதுத் தெரு, அம்மாமண்டபம், திருச்சி - 6. 5) கு. பாலாஜ் சுரேஷ் பாரதி நகர், திருவாளசோலை, திருவானைக்கோவில், திருச்சி - 6. bbox=[430, 1798, 810, 1947]
